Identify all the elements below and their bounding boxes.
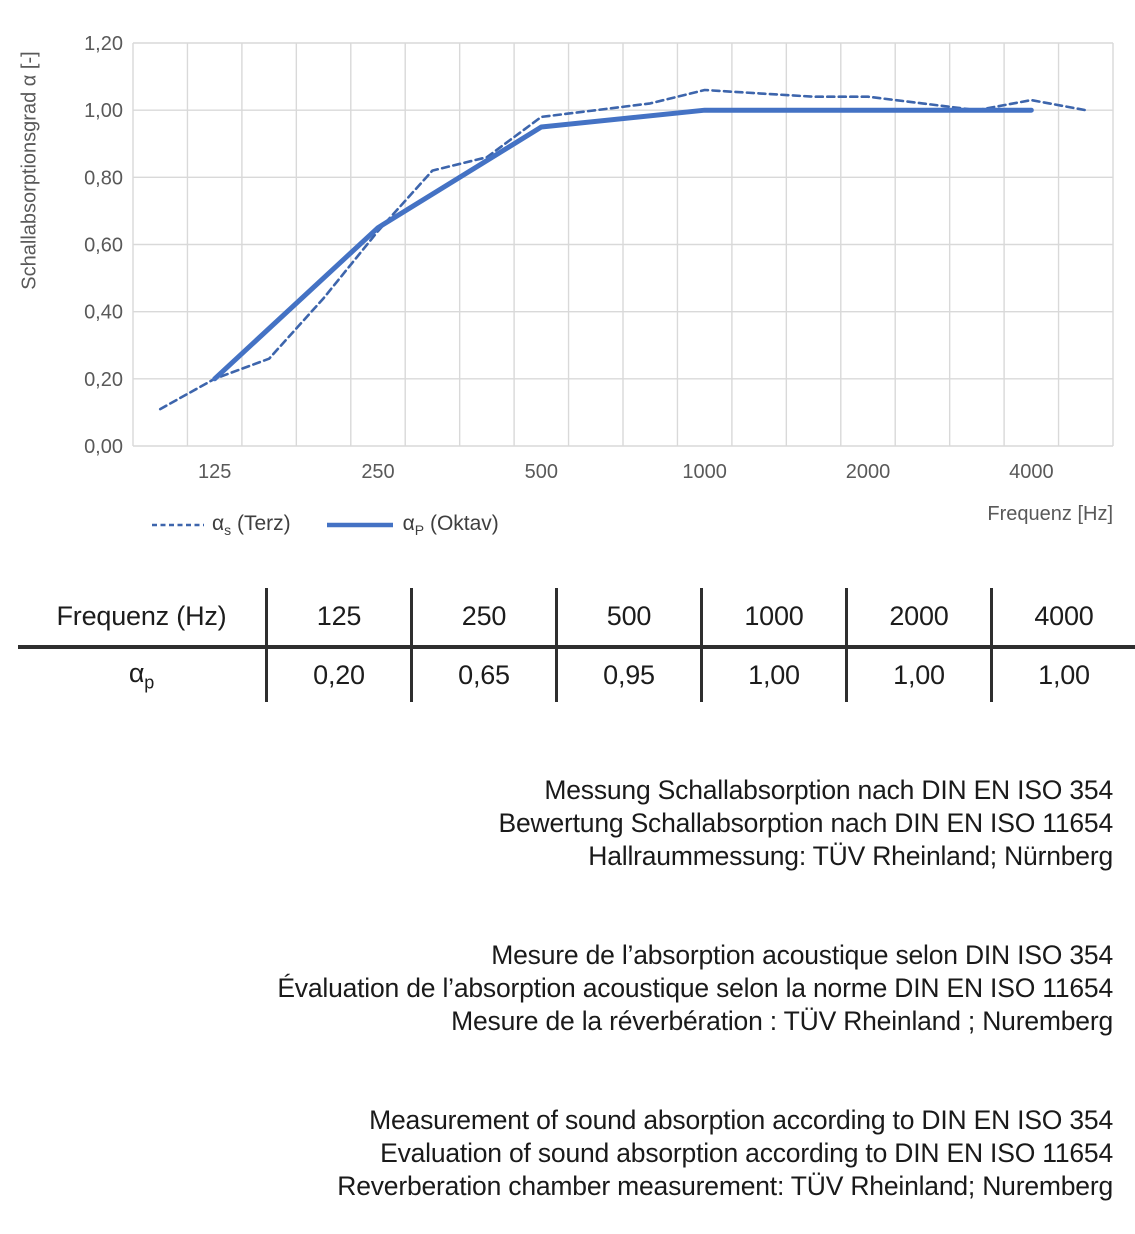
- alpha-p-4000: 1,00: [1038, 660, 1090, 690]
- row-label-alpha-p: $\alpha_p$: [18, 647, 267, 702]
- svg-text:0,20: 0,20: [84, 368, 123, 391]
- note-english: [113, 1104, 1113, 1203]
- alpha-p-2000: 1,00: [847, 647, 992, 702]
- legend-item-terz: [152, 512, 291, 538]
- svg-text:125: 125: [197, 461, 232, 483]
- svg-text:1000: 1000: [682, 461, 727, 483]
- svg-text:0,60: 0,60: [84, 234, 123, 257]
- note-french-line: Mesure de l’absorption acoustique selon DIN ISO 354: [491, 940, 1113, 970]
- note-german: [113, 774, 1113, 873]
- legend-item-oktav: [325, 512, 499, 538]
- table-header-250: 250: [412, 588, 557, 647]
- gridlines: [133, 43, 1113, 446]
- absorption-chart: [0, 0, 1135, 500]
- svg-text:0,00: 0,00: [84, 436, 123, 458]
- svg-text:250: 250: [361, 461, 395, 483]
- table-header-125: 125: [267, 588, 412, 647]
- legend-label-oktav: $\alpha_P$ (Oktav): [402, 512, 499, 539]
- alpha-p-250: 0,65: [412, 647, 557, 702]
- note-english-line: Reverberation chamber measurement: TÜV Rheinland; Nuremberg: [337, 1171, 1113, 1201]
- alpha-p-125: 0,20: [267, 647, 412, 702]
- alpha-p-500: 0,95: [557, 647, 702, 702]
- svg-text:500: 500: [524, 461, 559, 483]
- solid-line-sample: [325, 521, 395, 529]
- table-header-frequenz: Frequenz (Hz): [18, 588, 267, 647]
- note-english-line: Measurement of sound absorption according to DIN EN ISO 354: [369, 1105, 1113, 1135]
- chart-legend: [152, 512, 499, 538]
- y-axis-title: Schallabsorptionsgrad α [-]: [18, 51, 41, 290]
- note-german-line: Bewertung Schallabsorption nach DIN EN ISO 11654: [498, 808, 1113, 838]
- svg-text:2000: 2000: [845, 461, 891, 483]
- absorption-chart-svg: [0, 0, 1135, 500]
- note-english-line: Evaluation of sound absorption according to DIN EN ISO 11654: [380, 1138, 1113, 1168]
- table-header-4000: 4000: [992, 588, 1135, 647]
- note-german-line: Hallraummessung: TÜV Rheinland; Nürnberg: [588, 841, 1113, 871]
- note-french: [113, 939, 1113, 1038]
- table-header-2000: 2000: [847, 588, 992, 647]
- svg-text:0,80: 0,80: [84, 167, 123, 190]
- table-header-1000: 1000: [702, 588, 847, 647]
- svg-text:1,00: 1,00: [84, 100, 123, 123]
- dashed-line-sample: [152, 522, 204, 528]
- note-french-line: Évaluation de l’absorption acoustique selon la norme DIN EN ISO 11654: [277, 973, 1113, 1003]
- note-german-line: Messung Schallabsorption nach DIN EN ISO 354: [544, 775, 1113, 805]
- table-row-alpha-p: [18, 647, 1135, 702]
- note-french-line: Mesure de la réverbération : TÜV Rheinland ; Nuremberg: [451, 1006, 1113, 1036]
- alpha-p-1000: 1,00: [702, 647, 847, 702]
- svg-text:1,20: 1,20: [84, 33, 123, 55]
- table-header-500: 500: [557, 588, 702, 647]
- x-axis-title: Frequenz [Hz]: [987, 503, 1113, 525]
- svg-text:4000: 4000: [1009, 461, 1054, 483]
- y-tick-labels: [84, 33, 123, 458]
- svg-text:0,40: 0,40: [84, 301, 123, 324]
- table-header-row: [18, 588, 1135, 647]
- legend-label-terz: $\alpha_s$ (Terz): [212, 512, 291, 539]
- absorption-table: [18, 588, 1135, 702]
- x-tick-labels: [198, 461, 1054, 483]
